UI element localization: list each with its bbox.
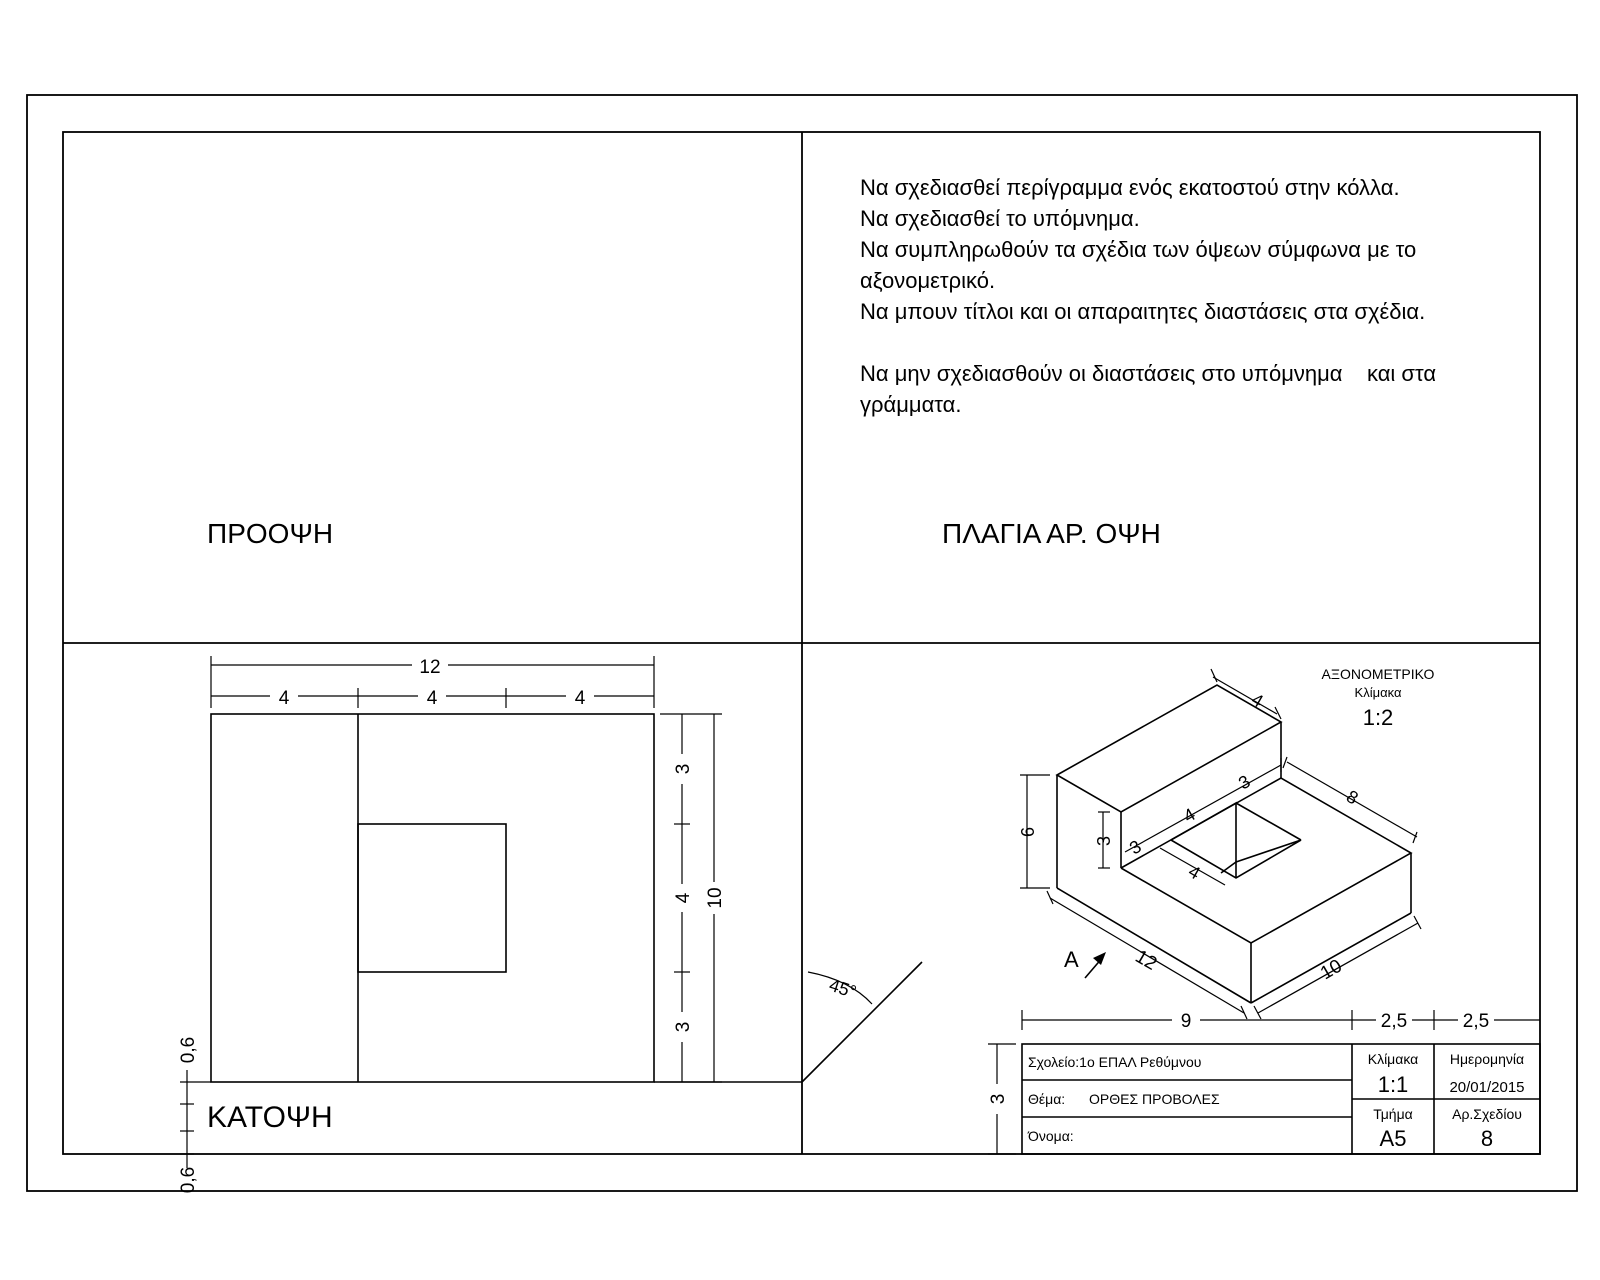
axo-scale-label: Κλίμακα <box>1354 685 1402 700</box>
axo-dim-step: 3 <box>1235 771 1254 794</box>
instruction-line: Να συμπληρωθούν τα σχέδια των όψεων σύμφωνα με το <box>860 237 1417 262</box>
axo-dim-width-10: 10 <box>1317 955 1346 985</box>
axo-title: ΑΞΟΝΟΜΕΤΡΙΚΟ <box>1321 666 1435 682</box>
front-view-title: ΠΡΟΟΨΗ <box>207 518 334 549</box>
dim-vertical-3: 3 <box>673 1021 694 1033</box>
side-view-title: ΠΛΑΓΙΑ ΑΡ. ΟΨΗ <box>942 518 1161 549</box>
tb-dim-2-5-a: 2,5 <box>1380 1011 1408 1032</box>
tb-dim-9: 9 <box>1180 1011 1192 1032</box>
axo-dim-length-8: 8 <box>1343 786 1362 809</box>
axo-dim-pocket-length: 4 <box>1180 804 1199 827</box>
axo-dim-pocket-side: 3 <box>1126 836 1145 859</box>
tb-name-label: Όνομα: <box>1028 1128 1074 1144</box>
tb-section-label: Τμήμα <box>1373 1106 1413 1122</box>
axo-dim-height: 6 <box>1018 826 1038 838</box>
tb-date: 20/01/2015 <box>1449 1079 1525 1096</box>
plan-outline <box>211 714 654 1082</box>
tb-scale: 1:1 <box>1377 1072 1409 1097</box>
top-view-title: ΚΑΤΟΨΗ <box>207 1101 333 1134</box>
dim-margin-bottom: 0,6 <box>178 1166 199 1194</box>
instruction-line: Να μπουν τίτλοι και οι απαραιτητες διαστάσεις στα σχέδια. <box>860 299 1426 324</box>
tb-dim-2-5-b: 2,5 <box>1462 1011 1490 1032</box>
dim-height-10: 10 <box>705 887 726 909</box>
instruction-line: Να μην σχεδιασθούν οι διαστάσεις στο υπόμνημα και στα <box>860 361 1437 386</box>
tb-subject: ΟΡΘΕΣ ΠΡΟΒΟΛΕΣ <box>1089 1091 1220 1107</box>
dim-vertical-1: 3 <box>673 763 694 775</box>
tb-drawing-no: 8 <box>1480 1126 1494 1151</box>
tb-scale-label: Κλίμακα <box>1367 1051 1419 1067</box>
instruction-line: γράμματα. <box>860 392 962 417</box>
tb-dim-3: 3 <box>988 1093 1009 1105</box>
axo-dim-length-12: 12 <box>1131 946 1161 975</box>
dim-vertical-2: 4 <box>673 892 694 904</box>
axo-dims <box>1020 669 1421 1019</box>
dim-segment-1: 4 <box>278 688 290 709</box>
axo-dim-top-width: 4 <box>1248 689 1267 712</box>
tb-school: Σχολείο:1ο ΕΠΑΛ Ρεθύμνου <box>1028 1054 1202 1070</box>
instructions-block <box>860 175 1436 417</box>
instruction-line: Να σχεδιασθεί το υπόμνημα. <box>860 206 1140 231</box>
dim-margin-top: 0,6 <box>178 1036 199 1064</box>
axo-scale: 1:2 <box>1362 705 1394 730</box>
dim-overall-length: 12 <box>419 657 441 678</box>
tb-section: Α5 <box>1379 1126 1407 1151</box>
axo-dim-pocket-depth: 3 <box>1094 835 1114 847</box>
instruction-line: Να σχεδιασθεί περίγραμμα ενός εκατοστού στην κόλλα. <box>860 175 1400 200</box>
dim-segment-3: 4 <box>574 688 586 709</box>
plan-view <box>211 714 922 1082</box>
view-direction-label: A <box>1064 947 1079 972</box>
instruction-line: αξονομετρικό. <box>860 268 996 293</box>
tb-subject-label: Θέμα: <box>1028 1091 1066 1107</box>
arrow-head-icon <box>1093 952 1106 965</box>
tb-date-label: Ημερομηνία <box>1449 1051 1525 1067</box>
axo-dim-pocket-width: 4 <box>1185 861 1204 884</box>
miter-line-45 <box>802 962 922 1082</box>
plan-pocket <box>358 824 506 972</box>
angle-label: 45° <box>826 974 859 1003</box>
dim-segment-2: 4 <box>426 688 438 709</box>
tb-drawing-label: Αρ.Σχεδίου <box>1452 1106 1522 1122</box>
